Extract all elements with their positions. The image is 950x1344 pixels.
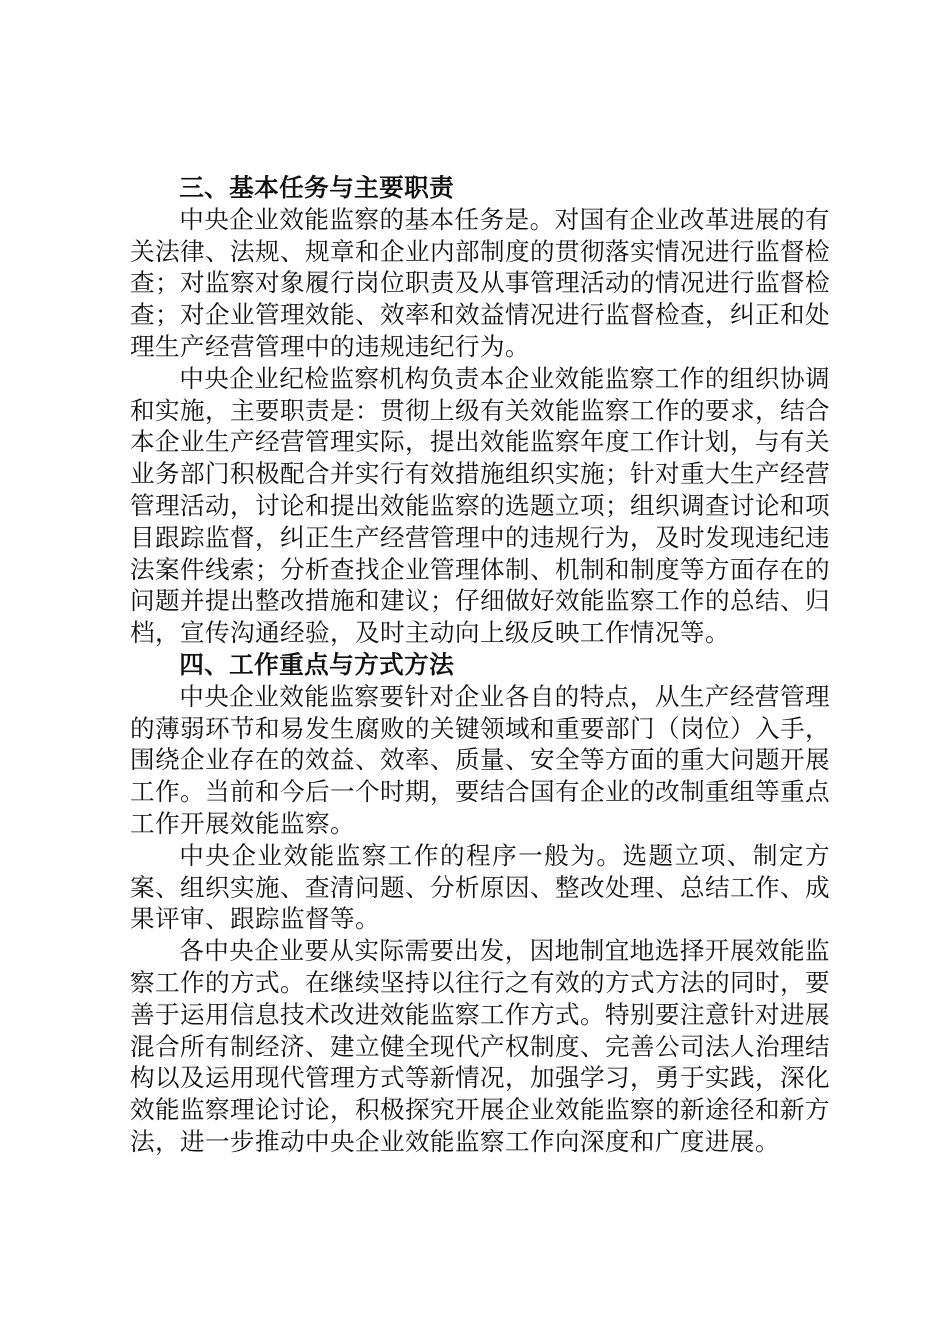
section-heading-basic-tasks: 三、基本任务与主要职责 <box>179 173 455 202</box>
section-heading-work-focus: 四、工作重点与方式方法 <box>179 649 455 679</box>
paragraph-main-duties: 中央企业纪检监察机构负责本企业效能监察工作的组织协调和实施，主要职责是：贯彻上级有关效能监察工作的要求，结合本企业生产经营管理实际，提出效能监察年度工作计划，与有关业务部门积极配合并实行有效措施组织实施；针对重大生产经营管理活动，讨论和提出效能监察的选题立项；组织调查讨论和项目跟踪监督，纠正生产经营管理中的违规行为，及时发现违纪违法案件线索；分析查找企业管理体制、机制和制度等方面存在的问题并提出整改措施和建议；仔细做好效能监察工作的总结、归档，宣传沟通经验，及时主动向上级反映工作情况等。 <box>130 363 830 648</box>
paragraph-work-methods: 各中央企业要从实际需要出发，因地制宜地选择开展效能监察工作的方式。在继续坚持以往行之有效的方式方法的同时，要善于运用信息技术改进效能监察工作方式。特别要注意针对进展混合所有制经济、建立健全现代产权制度、完善公司法人治理结构以及运用现代管理方式等新情况，加强学习，勇于实践，深化效能监察理论讨论，积极探究开展企业效能监察的新途径和新方法，进一步推动中央企业效能监察工作向深度和广度进展。 <box>130 936 830 1156</box>
paragraph-work-focus: 中央企业效能监察要针对企业各自的特点，从生产经营管理的薄弱环节和易发生腐败的关键领域和重要部门（岗位）入手，围绕企业存在的效益、效率、质量、安全等方面的重大问题开展工作。当前和今后一个时期，要结合国有企业的改制重组等重点工作开展效能监察。 <box>130 681 830 838</box>
paragraph-basic-tasks: 中央企业效能监察的基本任务是。对国有企业改革进展的有关法律、法规、规章和企业内部制度的贯彻落实情况进行监督检查；对监察对象履行岗位职责及从事管理活动的情况进行监督检查；对企业管理效能、效率和效益情况进行监督检查，纠正和处理生产经营管理中的违规违纪行为。 <box>130 204 830 361</box>
document-body <box>130 172 830 1158</box>
paragraph-work-procedure: 中央企业效能监察工作的程序一般为。选题立项、制定方案、组织实施、查清问题、分析原因、整改处理、总结工作、成果评审、跟踪监督等。 <box>130 840 830 934</box>
